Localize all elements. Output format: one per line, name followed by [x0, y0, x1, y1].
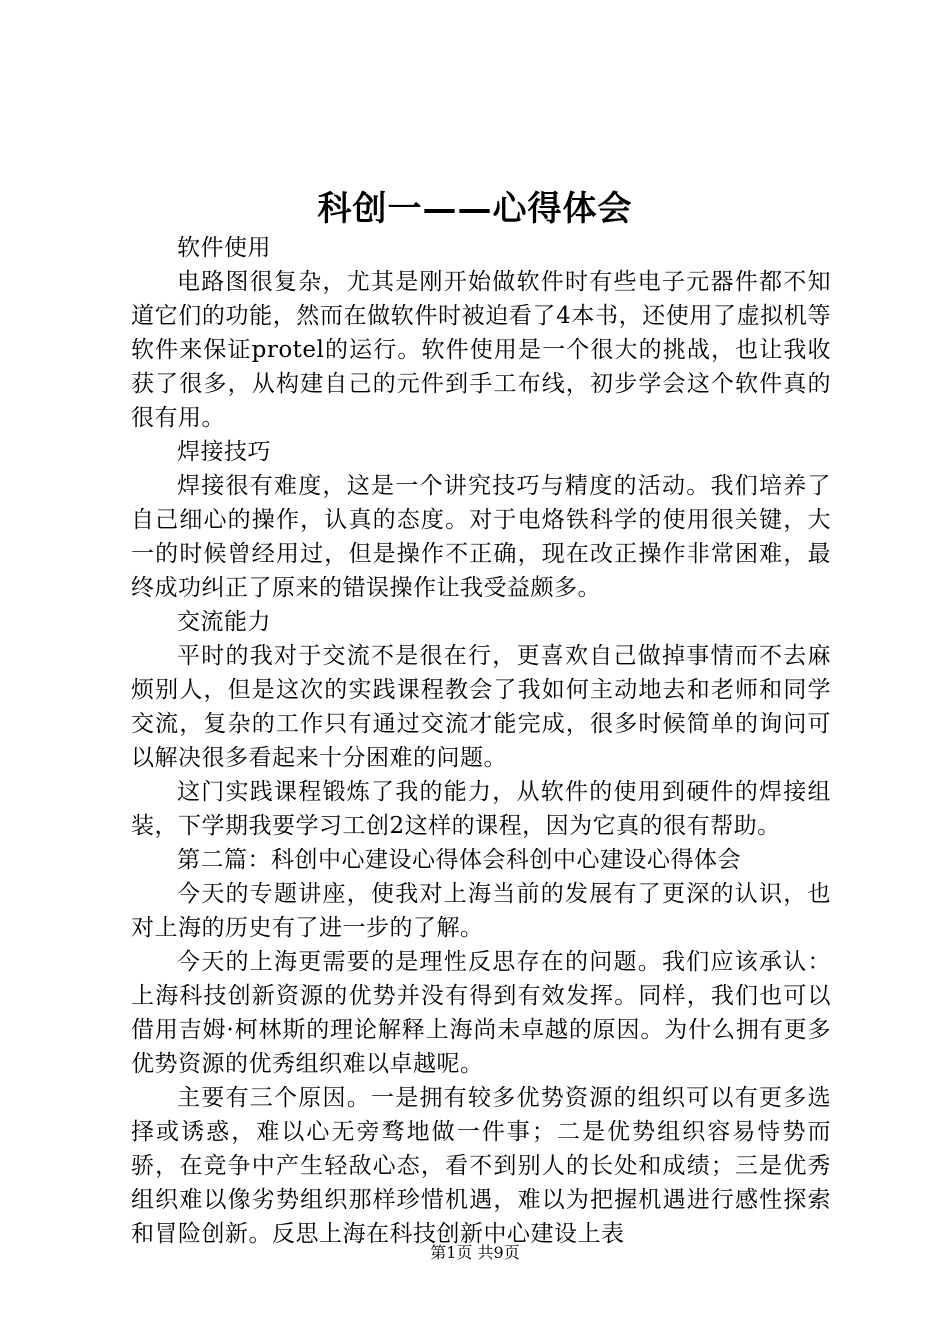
section-heading-part-two: 第二篇：科创中心建设心得体会科创中心建设心得体会	[177, 847, 741, 873]
section-heading-soldering: 焊接技巧	[177, 439, 271, 465]
page-footer: 第1页 共9页	[430, 1243, 520, 1262]
paragraph-lecture: 今天的专题讲座，使我对上海当前的发展有了更深的认识，也对上海的历史有了进一步的了解。	[131, 881, 831, 941]
section-heading-communication: 交流能力	[177, 609, 271, 635]
document-body	[131, 231, 831, 1251]
paragraph-reflection: 今天的上海更需要的是理性反思存在的问题。我们应该承认：上海科技创新资源的优势并没有得到有效发挥。同样，我们也可以借用吉姆·柯林斯的理论解释上海尚未卓越的原因。为什么拥有更多优势资源的优秀组织难以卓越呢。	[131, 949, 831, 1077]
paragraph-software: 电路图很复杂，尤其是刚开始做软件时有些电子元器件都不知道它们的功能，然而在做软件时被迫看了4本书，还使用了虚拟机等软件来保证protel的运行。软件使用是一个很大的挑战，也让我收获了很多，从构建自己的元件到手工布线，初步学会这个软件真的很有用。	[131, 269, 831, 431]
section-heading-software: 软件使用	[177, 235, 271, 261]
paragraph-conclusion: 这门实践课程锻炼了我的能力，从软件的使用到硬件的焊接组装，下学期我要学习工创2这样的课程，因为它真的很有帮助。	[131, 779, 831, 839]
paragraph-soldering: 焊接很有难度，这是一个讲究技巧与精度的活动。我们培养了自己细心的操作，认真的态度。对于电烙铁科学的使用很关键，大一的时候曾经用过，但是操作不正确，现在改正操作非常困难，最终成功纠正了原来的错误操作让我受益颇多。	[131, 473, 831, 601]
paragraph-communication: 平时的我对于交流不是很在行，更喜欢自己做掉事情而不去麻烦别人，但是这次的实践课程教会了我如何主动地去和老师和同学交流，复杂的工作只有通过交流才能完成，很多时候简单的询问可以解决很多看起来十分困难的问题。	[131, 643, 831, 771]
paragraph-reasons: 主要有三个原因。一是拥有较多优势资源的组织可以有更多选择或诱惑，难以心无旁骛地做一件事；二是优势组织容易恃势而骄，在竞争中产生轻敌心态，看不到别人的长处和成绩；三是优秀组织难以像劣势组织那样珍惜机遇，难以为把握机遇进行感性探索和冒险创新。反思上海在科技创新中心建设上表	[131, 1085, 831, 1247]
document-title: 科创一——心得体会	[317, 189, 633, 229]
